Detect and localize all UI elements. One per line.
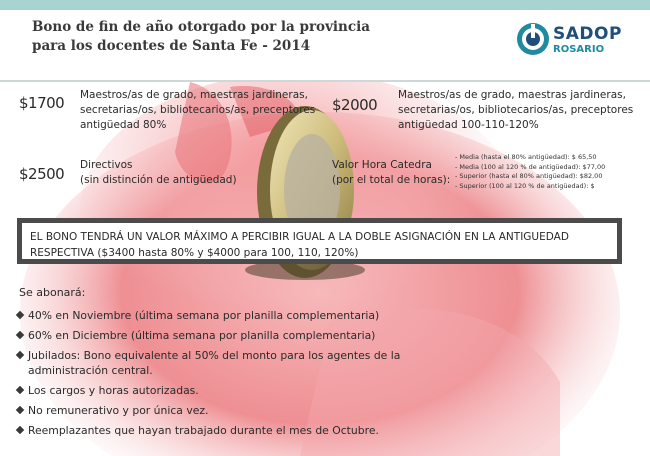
desc-2000: [398, 88, 633, 133]
hora-value: - Superior (hasta el 80% antigüedad): $82,00: [455, 172, 603, 180]
desc-2500: [80, 158, 237, 188]
desc-2000-line: antigüedad 100-110-120%: [398, 119, 539, 131]
logo-name: SADOP: [553, 24, 622, 44]
diamond-bullet-icon: [16, 311, 24, 319]
amount-2000: $2000: [332, 96, 378, 114]
list-item: [17, 383, 447, 398]
amount-1700: $1700: [19, 94, 65, 112]
hora-value: - Media (hasta el 80% antigüedad): $ 65,50: [455, 153, 597, 161]
list-item-text: 60% en Diciembre (última semana por planilla complementaria): [28, 329, 376, 342]
diamond-bullet-icon: [16, 351, 24, 359]
header: [0, 0, 650, 82]
payment-title: Se abonará:: [19, 286, 86, 299]
hora-catedra: [332, 158, 450, 188]
page-title: [32, 18, 452, 56]
desc-2500-line: (sin distinción de antigüedad): [80, 174, 237, 186]
header-band: [0, 0, 650, 10]
hora-value: - Media (100 al 120 % de antigüedad): $77,00: [455, 162, 606, 171]
diamond-bullet-icon: [16, 406, 24, 414]
desc-2000-line: Maestros/as de grado, maestras jardineras,: [398, 89, 626, 101]
title-line-1: Bono de fin de año otorgado por la provincia: [32, 19, 370, 35]
amount-2500: $2500: [19, 165, 65, 183]
list-item: [17, 403, 447, 418]
diamond-bullet-icon: [16, 426, 24, 434]
bonus-max-notice: [17, 218, 622, 264]
notice-line-2: RESPECTIVA ($3400 hasta 80% y $4000 para 100, 110, 120%): [30, 247, 359, 259]
list-item-text: Jubilados: Bono equivalente al 50% del monto para los agentes de la administración central.: [28, 349, 401, 377]
list-item-text: Los cargos y horas autorizadas.: [28, 384, 199, 397]
hora-catedra-title: Valor Hora Catedra: [332, 159, 432, 171]
list-item: [17, 328, 447, 343]
sadop-logo-icon: [516, 22, 550, 56]
payment-list: [17, 308, 447, 443]
list-item: [17, 348, 447, 378]
hora-catedra-subtitle: (por el total de horas):: [332, 174, 451, 186]
notice-line-1: EL BONO TENDRÁ UN VALOR MÁXIMO A PERCIBIR IGUAL A LA DOBLE ASIGNACIÓN EN LA ANTIGUEDAD: [30, 231, 569, 243]
desc-1700-line: antigüedad 80%: [80, 119, 167, 131]
hora-value: - Superior (100 al 120 % de antigüedad): $: [455, 181, 595, 190]
list-item-text: 40% en Noviembre (última semana por planilla complementaria): [28, 309, 380, 322]
list-item-text: No remunerativo y por única vez.: [28, 404, 209, 417]
list-item: [17, 308, 447, 323]
list-item-text: Reemplazantes que hayan trabajado durante el mes de Octubre.: [28, 424, 379, 437]
sadop-logo: [516, 22, 631, 58]
title-line-2: para los docentes de Santa Fe - 2014: [32, 38, 311, 54]
desc-1700: [80, 88, 315, 133]
diamond-bullet-icon: [16, 331, 24, 339]
desc-1700-line: Maestros/as de grado, maestras jardineras,: [80, 89, 308, 101]
desc-1700-line: secretarias/os, bibliotecarios/as, preceptores: [80, 104, 316, 116]
list-item: [17, 423, 447, 438]
logo-city: ROSARIO: [553, 44, 605, 55]
diamond-bullet-icon: [16, 386, 24, 394]
hora-catedra-values: [455, 153, 605, 191]
desc-2500-line: Directivos: [80, 159, 133, 171]
desc-2000-line: secretarias/os, bibliotecarios/as, preceptores: [398, 104, 634, 116]
